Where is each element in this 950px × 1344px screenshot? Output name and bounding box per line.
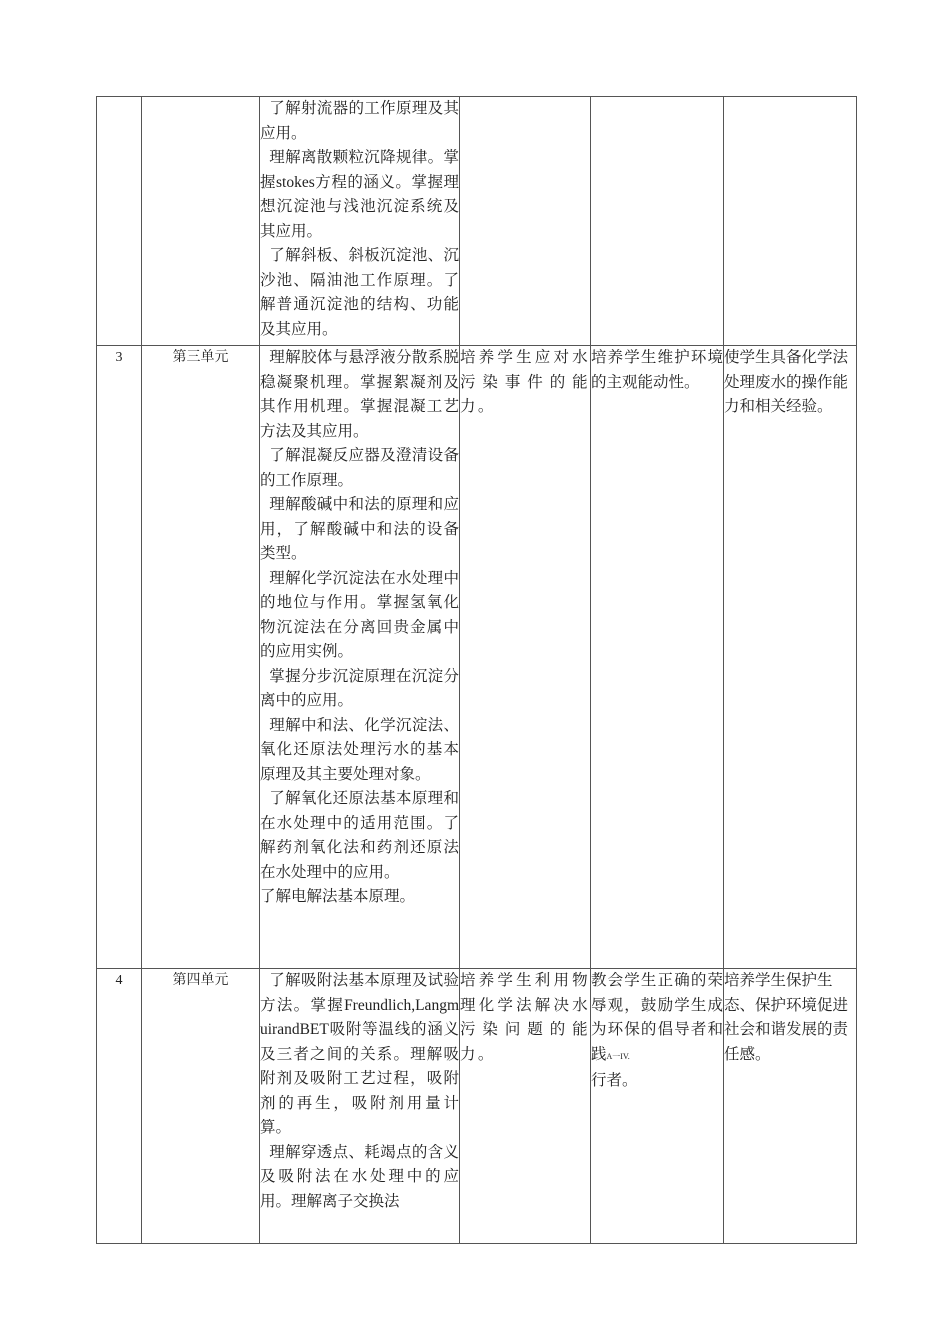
ability-text: 培养学生应对水污染事件的能力。 — [460, 349, 590, 415]
goal-text: 培养学生保护生态、保护环境促进社会和谐发展的责任感。 — [724, 972, 849, 1063]
table-row — [97, 346, 857, 969]
ideology-text: 培养学生维护环境的主观能动性。 — [591, 349, 723, 391]
unit-name-cell: 第三单元 — [142, 346, 260, 969]
goal-cell — [724, 97, 857, 346]
unit-name-cell — [142, 97, 260, 346]
content-paragraph: 了解电解法基本原理。 — [260, 888, 416, 905]
content-cell — [260, 97, 460, 346]
content-paragraph: 理解胶体与悬浮液分散系脱稳凝聚机理。掌握絮凝剂及其作用机理。掌握混凝工艺方法及其应用。 — [260, 349, 459, 440]
content-paragraph: 理解离散颗粒沉降规律。掌握stokes方程的涵义。掌握理想沉淀池与浅池沉淀系统及其应用。 — [260, 149, 459, 240]
ideology-text — [591, 969, 723, 1094]
content-paragraph: 了解射流器的工作原理及其应用。 — [260, 100, 459, 142]
ideology-text-tail: 行者。 — [591, 1072, 638, 1089]
table-row — [97, 969, 857, 1244]
ability-cell — [460, 346, 591, 969]
unit-number-cell: 4 — [97, 969, 142, 1244]
ideology-text-mark: A一IV. — [606, 1051, 630, 1061]
ability-cell — [460, 97, 591, 346]
table-row — [97, 97, 857, 346]
unit-number-cell — [97, 97, 142, 346]
goal-cell — [724, 969, 857, 1244]
ideology-cell — [591, 97, 724, 346]
goal-cell — [724, 346, 857, 969]
curriculum-table — [96, 96, 857, 1244]
content-paragraph: 了解斜板、斜板沉淀池、沉沙池、隔油池工作原理。了解普通沉淀池的结构、功能及其应用。 — [260, 247, 459, 338]
content-paragraph: 了解混凝反应器及澄清设备的工作原理。 — [260, 447, 459, 489]
content-paragraph: 理解酸碱中和法的原理和应用，了解酸碱中和法的设备类型。 — [260, 496, 459, 562]
content-cell — [260, 969, 460, 1244]
content-paragraph: 理解中和法、化学沉淀法、氧化还原法处理污水的基本原理及其主要处理对象。 — [260, 716, 459, 783]
ideology-cell — [591, 346, 724, 969]
ideology-cell — [591, 969, 724, 1244]
ability-text: 培养学生利用物理化学法解决水污染问题的能力。 — [460, 972, 590, 1063]
content-cell — [260, 346, 460, 969]
content-paragraph: 了解氧化还原法基本原理和在水处理中的适用范围。了解药剂氧化法和药剂还原法在水处理中的应用。 — [260, 790, 459, 881]
unit-name-cell: 第四单元 — [142, 969, 260, 1244]
unit-number-cell: 3 — [97, 346, 142, 969]
content-paragraph: 理解化学沉淀法在水处理中的地位与作用。掌握氢氧化物沉淀法在分离回贵金属中的应用实例。 — [260, 569, 459, 660]
content-paragraph: 了解吸附法基本原理及试验方法。掌握Freundlich,LangmuirandBET吸附等温线的涵义及三者之间的关系。理解吸附剂及吸附工艺过程，吸附剂的再生，吸附剂用量计算。 — [260, 972, 459, 1136]
ability-cell — [460, 969, 591, 1244]
goal-text: 使学生具备化学法处理废水的操作能力和相关经验。 — [724, 349, 849, 415]
content-paragraph: 理解穿透点、耗竭点的含义及吸附法在水处理中的应用。理解离子交换法 — [260, 1143, 459, 1210]
content-paragraph: 掌握分步沉淀原理在沉淀分离中的应用。 — [260, 667, 459, 709]
ideology-text-main: 教会学生正确的荣辱观，鼓励学生成为环保的倡导者和践 — [591, 972, 723, 1063]
